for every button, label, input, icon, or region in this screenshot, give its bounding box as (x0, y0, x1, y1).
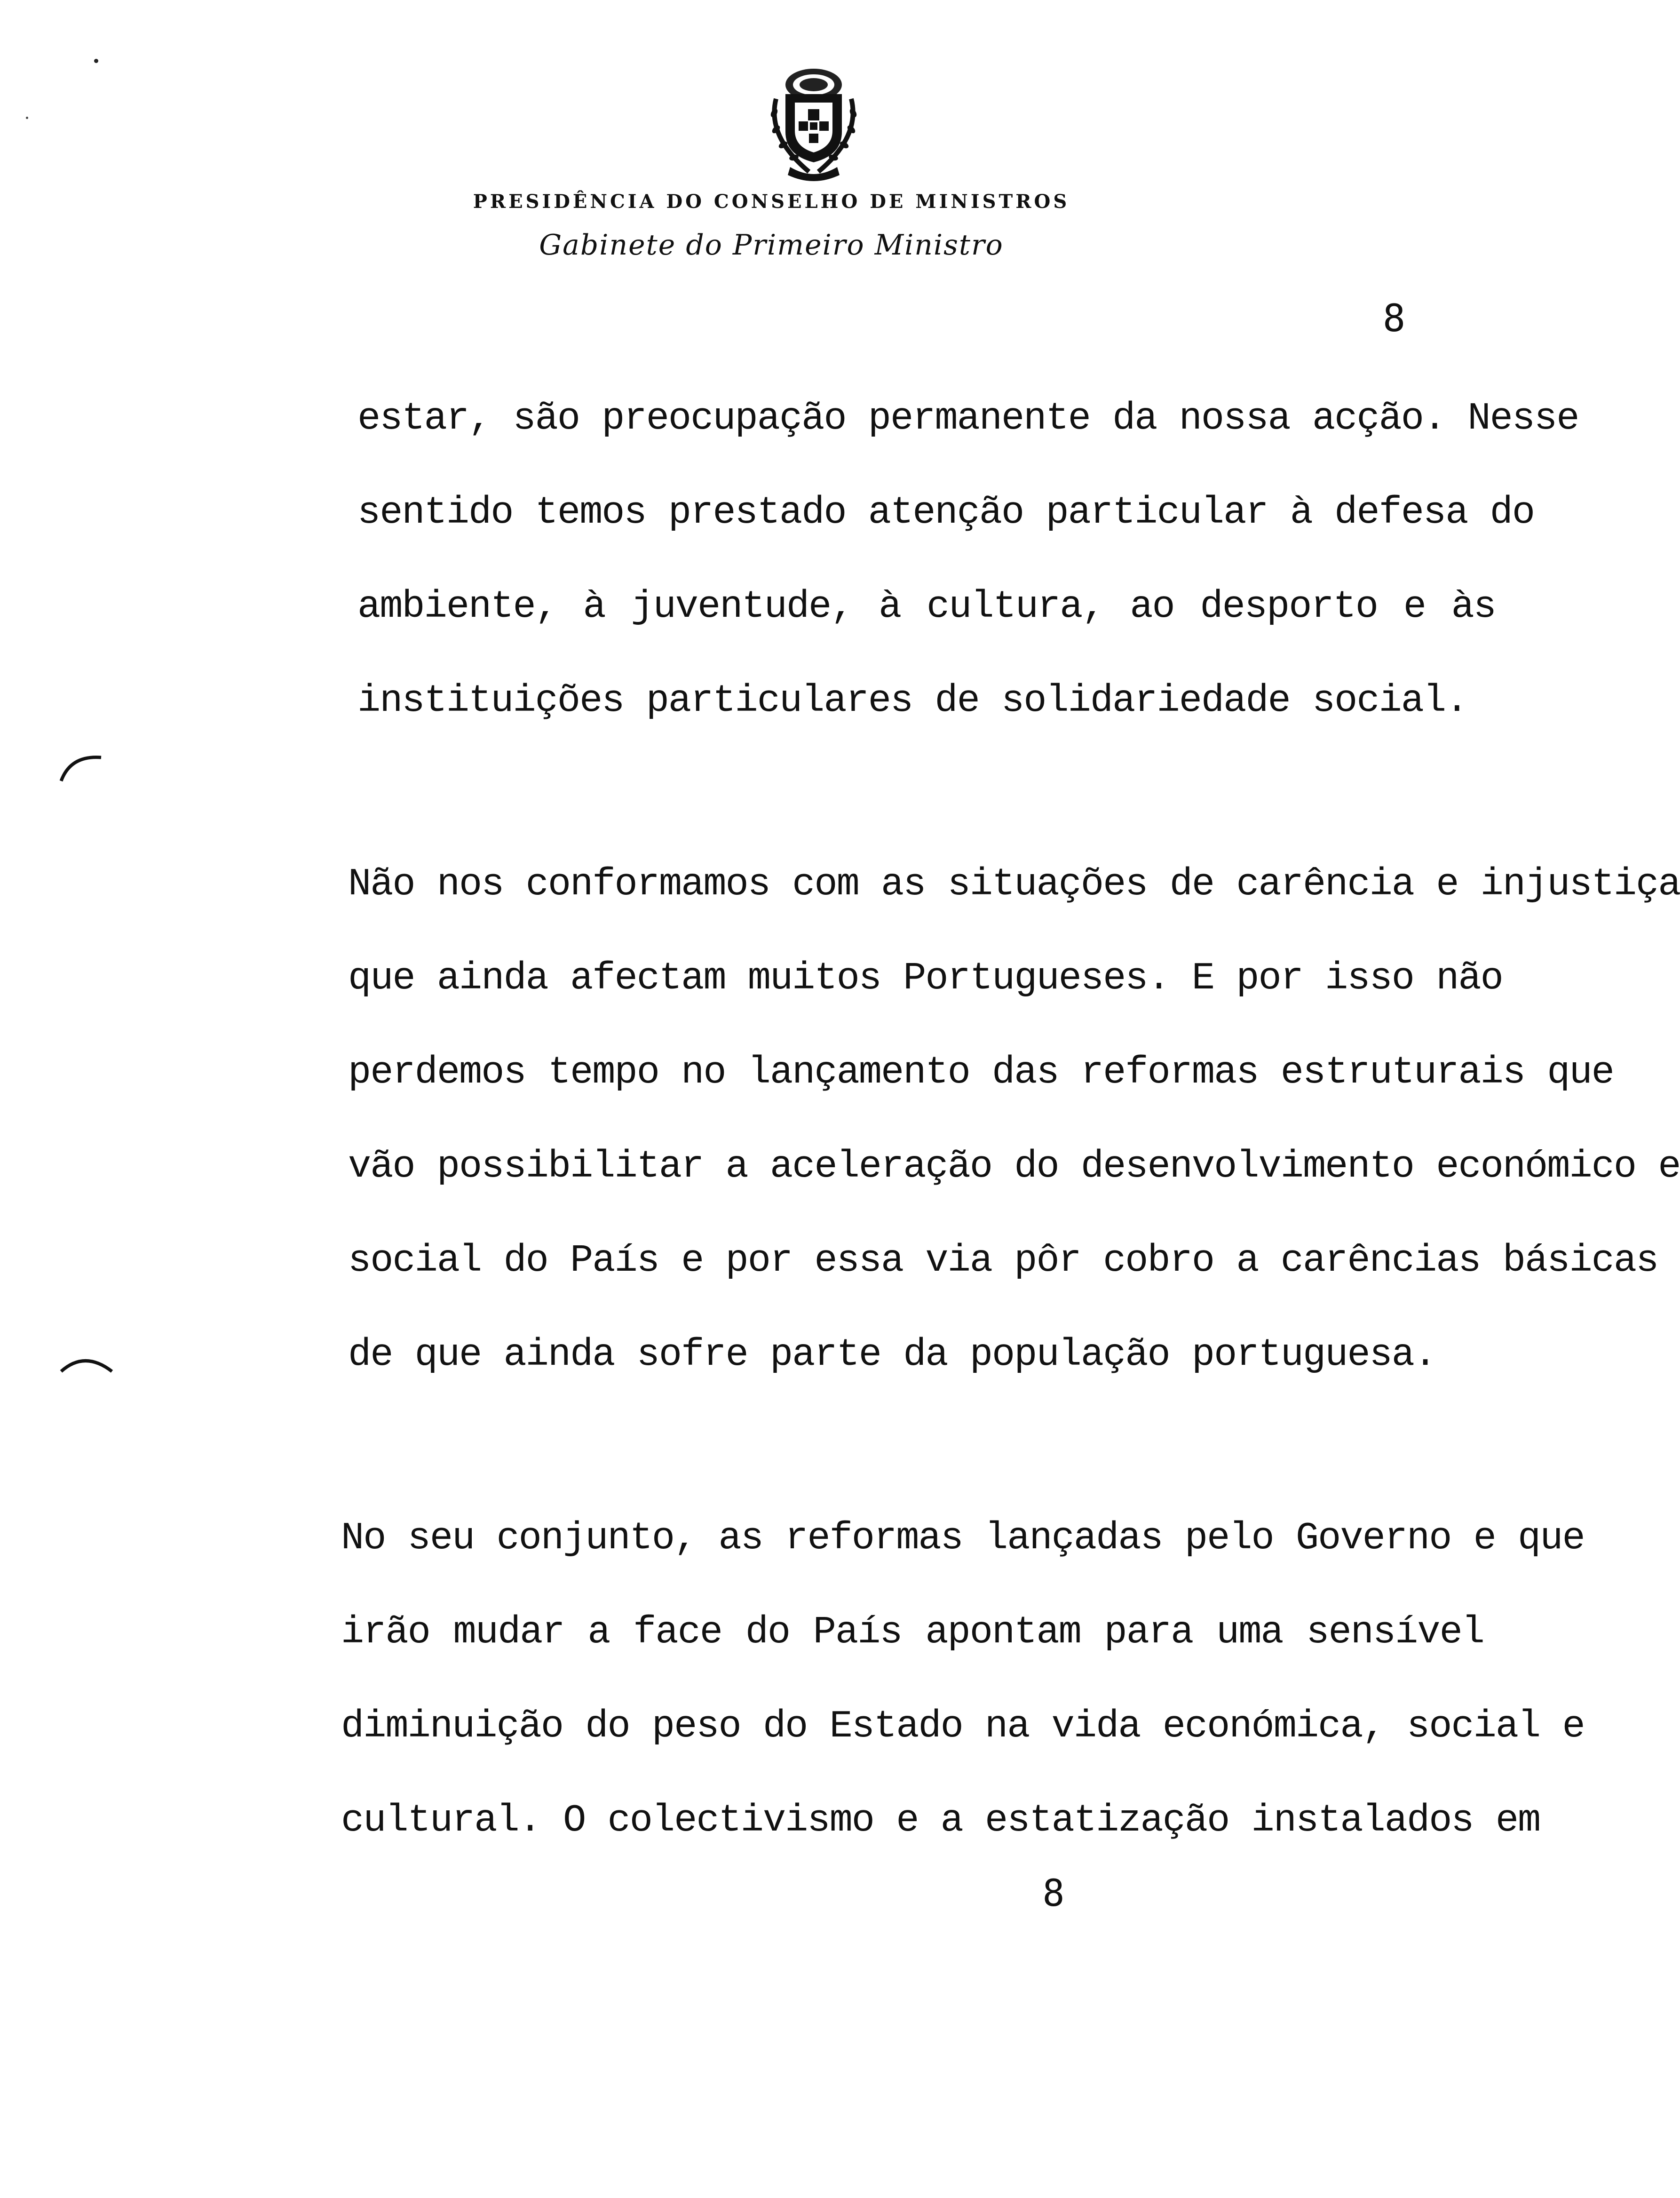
paragraph-line: irão mudar a face do País apontam para uma sensível (341, 1610, 1484, 1654)
paragraph-line: perdemos tempo no lançamento das reformas estruturais que (348, 1051, 1614, 1094)
paragraph-line: Não nos conformamos com as situações de carência e injustiça (348, 862, 1680, 906)
paragraph-line: cultural. O colectivismo e a estatização instalados em (341, 1799, 1540, 1842)
binder-hole-mark (56, 748, 108, 786)
paragraph-1 (357, 372, 1579, 748)
paragraph-line: que ainda afectam muitos Portugueses. E por isso não (348, 956, 1503, 1000)
scan-speck (94, 59, 98, 63)
paragraph-2 (348, 837, 1680, 1402)
binder-hole-mark (56, 1346, 118, 1383)
paragraph-line: de que ainda sofre parte da população portuguesa. (348, 1333, 1436, 1377)
coat-of-arms-emblem (757, 66, 870, 183)
office-name: Gabinete do Primeiro Ministro (539, 229, 1004, 262)
scan-speck (26, 117, 28, 119)
paragraph-3 (341, 1491, 1585, 1868)
page-number-bottom: 8 (1042, 1872, 1065, 1915)
page-number-top: 8 (1383, 296, 1406, 340)
organization-name: PRESIDÊNCIA DO CONSELHO DE MINISTROS (473, 191, 1070, 213)
paragraph-line: estar, são preocupação permanente da nossa acção. Nesse (357, 397, 1579, 440)
paragraph-line: diminuição do peso do Estado na vida económica, social e (341, 1704, 1585, 1748)
paragraph-line: ambiente, à juventude, à cultura, ao desporto e às (357, 585, 1496, 629)
paragraph-line: instituições particulares de solidariedade social. (357, 679, 1468, 723)
paragraph-line: sentido temos prestado atenção particular à defesa do (357, 491, 1535, 534)
paragraph-line: No seu conjunto, as reformas lançadas pelo Governo e que (341, 1516, 1585, 1560)
paragraph-line: vão possibilitar a aceleração do desenvolvimento económico e (348, 1145, 1680, 1188)
paragraph-line: social do País e por essa via pôr cobro a carências básicas (348, 1239, 1658, 1282)
